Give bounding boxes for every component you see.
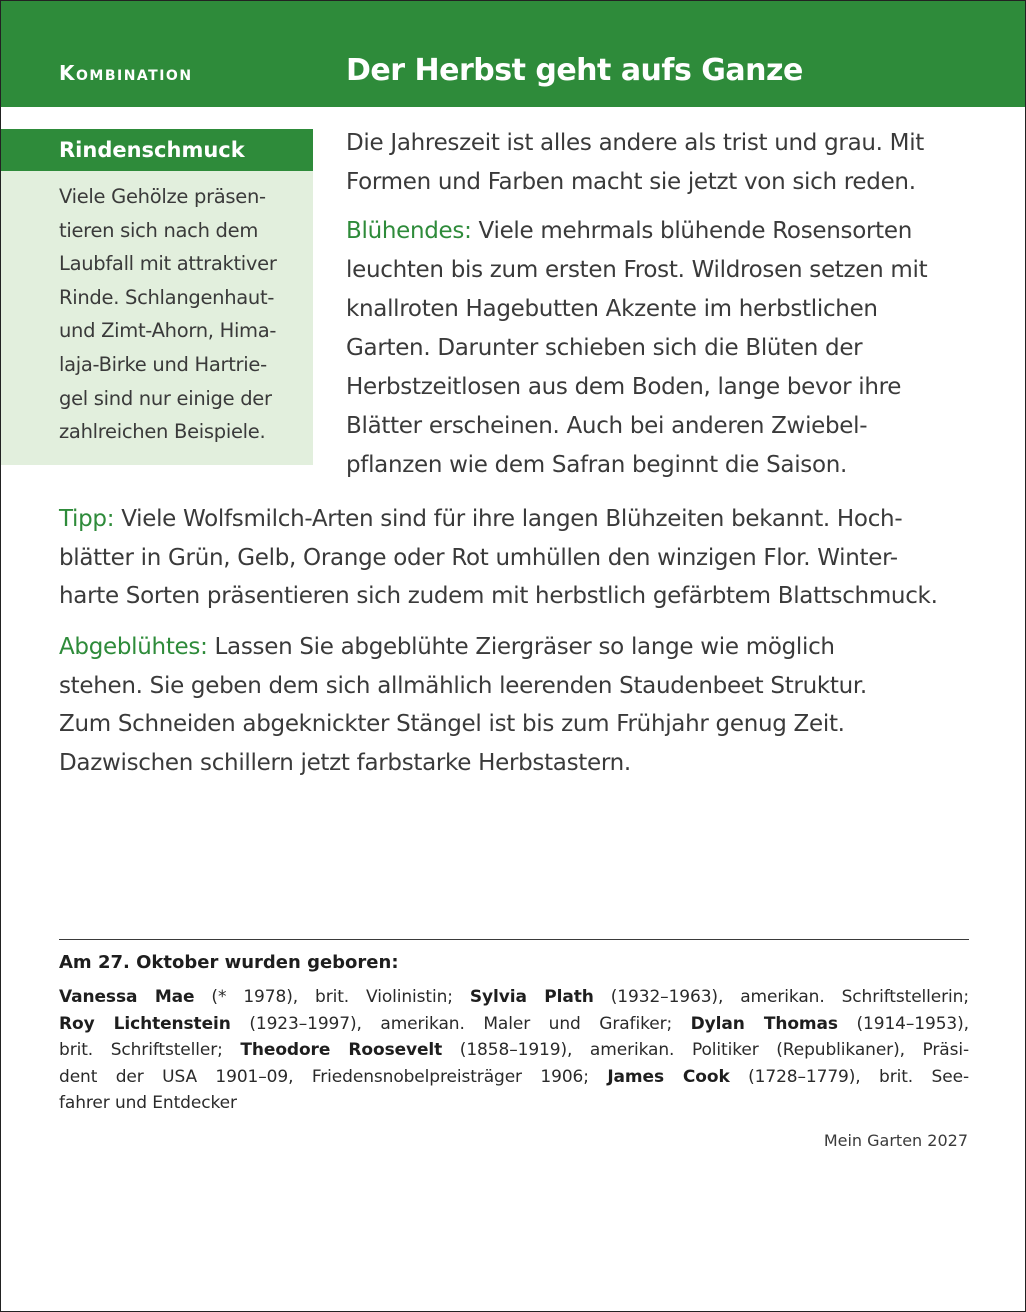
births-heading: Am 27. Oktober wurden geboren: xyxy=(59,952,399,973)
bluehendes-line: Herbstzeitlosen aus dem Boden, lange bevor ihre xyxy=(346,374,902,400)
abgebluehtes-first-line xyxy=(59,628,979,667)
bluehendes-paragraph xyxy=(346,212,986,485)
person-name: James Cook xyxy=(607,1066,730,1087)
person-info: (1932–1963), amerikan. Schriftstellerin; xyxy=(593,987,969,1007)
bluehendes-first-text: Viele mehrmals blühende Rosensorten xyxy=(471,218,912,244)
page-title: Der Herbst geht aufs Ganze xyxy=(346,53,803,88)
abgebluehtes-line: Zum Schneiden abgeknickter Stängel ist bis zum Frühjahr genug Zeit. xyxy=(59,711,845,737)
intro-paragraph xyxy=(346,124,986,202)
bluehendes-line: knallroten Hagebutten Akzente im herbstlichen xyxy=(346,296,878,322)
person-name: Roy Lichtenstein xyxy=(59,1013,231,1034)
person-info: (1728–1779), brit. See- xyxy=(729,1066,969,1087)
sidebar-heading: Rindenschmuck xyxy=(1,129,313,171)
abgebluehtes-line: Dazwischen schillern jetzt farbstarke Herbstastern. xyxy=(59,749,631,776)
births-line xyxy=(59,1011,969,1038)
abgebluehtes-keyword: Abgeblühtes: xyxy=(59,634,208,660)
person-name: Theodore Roosevelt xyxy=(240,1040,443,1060)
tipp-line: harte Sorten präsentieren sich zudem mit herbstlich gefärbtem Blattschmuck. xyxy=(59,583,938,609)
births-line xyxy=(59,1037,969,1064)
sidebar-line: gel sind nur einige der xyxy=(59,386,272,410)
sidebar-line: Viele Gehölze präsen- xyxy=(59,185,266,208)
bluehendes-first-line xyxy=(346,212,986,251)
sidebar-line: tieren sich nach dem xyxy=(59,218,259,242)
bluehendes-line: Garten. Darunter schieben sich die Blüten der xyxy=(346,335,863,361)
abgebluehtes-first-text: Lassen Sie abgeblühte Ziergräser so lange wie möglich xyxy=(207,634,835,660)
abgebluehtes-paragraph xyxy=(59,628,979,782)
person-info: (1914–1953), xyxy=(837,1013,969,1034)
sidebar-box xyxy=(1,129,313,465)
sidebar-line: Rinde. Schlangenhaut- xyxy=(59,285,275,309)
tipp-first-line xyxy=(59,500,979,539)
header-bar xyxy=(1,1,1025,107)
births-line xyxy=(59,984,969,1011)
intro-line: Formen und Farben macht sie jetzt von sich reden. xyxy=(346,169,916,195)
sidebar-line: Laubfall mit attraktiver xyxy=(59,252,277,276)
tipp-first-text: Viele Wolfsmilch-Arten sind für ihre langen Blühzeiten bekannt. Hoch- xyxy=(114,506,903,532)
person-name: Dylan Thomas xyxy=(690,1013,838,1034)
births-list xyxy=(59,984,969,1117)
category-label: Kombination xyxy=(59,61,193,85)
person-name: Vanessa Mae xyxy=(59,987,195,1007)
births-line: fahrer und Entdecker xyxy=(59,1093,237,1113)
sidebar-line: zahlreichen Beispiele. xyxy=(59,420,266,444)
person-info: brit. Schriftsteller; xyxy=(59,1040,241,1060)
person-name: Sylvia Plath xyxy=(469,987,594,1007)
sidebar-line: und Zimt-Ahorn, Hima- xyxy=(59,319,277,343)
intro-line: Die Jahreszeit ist alles andere als trist und grau. Mit xyxy=(346,130,925,156)
sidebar-text xyxy=(1,171,313,449)
main-column xyxy=(346,124,986,495)
person-info: (* 1978), brit. Violinistin; xyxy=(194,987,470,1007)
person-info: dent der USA 1901–09, Friedensnobelpreisträger 1906; xyxy=(59,1066,608,1087)
bluehendes-line: Blätter erscheinen. Auch bei anderen Zwiebel- xyxy=(346,413,868,439)
footer-label: Mein Garten 2027 xyxy=(823,1131,968,1150)
abgebluehtes-line: stehen. Sie geben dem sich allmählich leerenden Staudenbeet Struktur. xyxy=(59,672,867,699)
tipp-paragraph xyxy=(59,500,979,616)
bluehendes-keyword: Blühendes: xyxy=(346,218,472,244)
tipp-line: blätter in Grün, Gelb, Orange oder Rot umhüllen den winzigen Flor. Winter- xyxy=(59,544,898,571)
person-info: (1923–1997), amerikan. Maler und Grafiker; xyxy=(230,1013,691,1034)
bluehendes-line: leuchten bis zum ersten Frost. Wildrosen setzen mit xyxy=(346,257,928,283)
births-line xyxy=(59,1064,969,1091)
bluehendes-line: pflanzen wie dem Safran beginnt die Saison. xyxy=(346,452,848,478)
divider xyxy=(59,939,969,940)
person-info: (1858–1919), amerikan. Politiker (Republikaner), Präsi- xyxy=(442,1040,970,1060)
tipp-keyword: Tipp: xyxy=(59,506,115,532)
sidebar-line: laja-Birke und Hartrie- xyxy=(59,352,267,376)
